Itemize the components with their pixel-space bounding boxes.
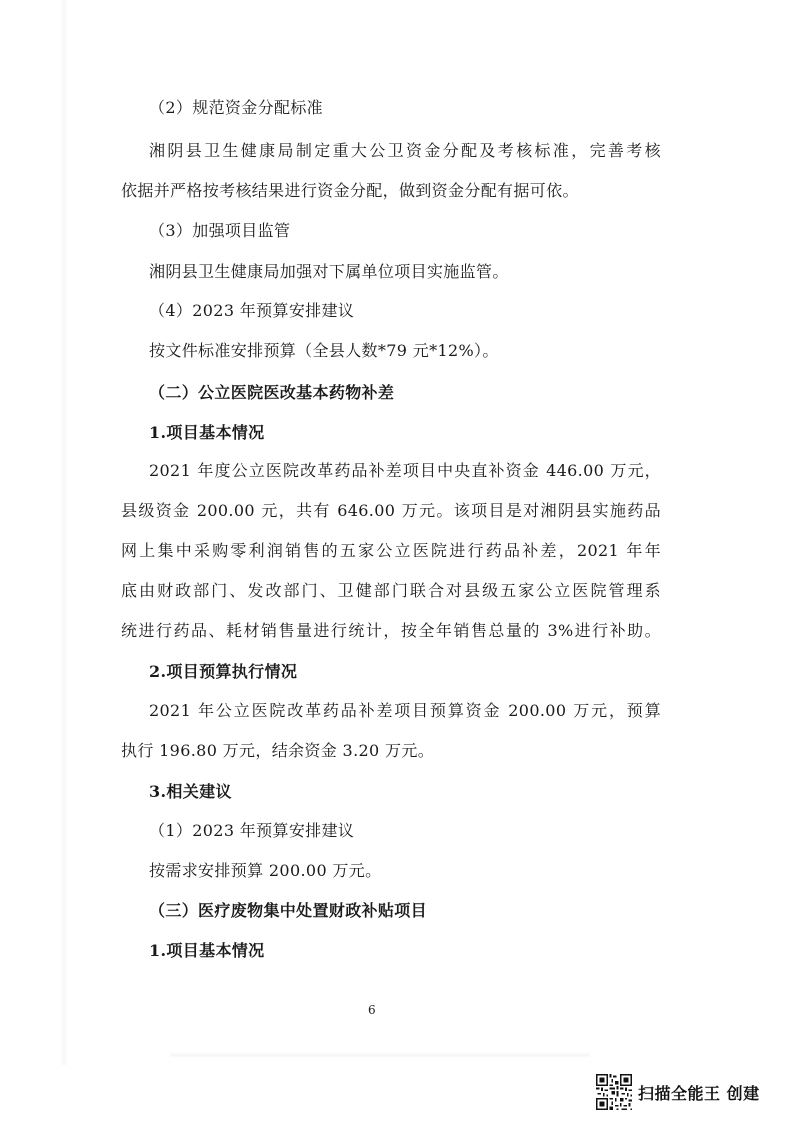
- qr-code-icon: [596, 1074, 632, 1110]
- subsection-heading: 2.项目预算执行情况: [149, 662, 298, 681]
- subsection-heading: 1.项目基本情况: [149, 423, 265, 442]
- paragraph-line: 统进行药品、耗材销售量进行统计，按全年销售总量的 3%进行补助。: [121, 621, 661, 640]
- subsection-heading: 3.相关建议: [149, 782, 232, 801]
- paragraph-line: 2021 年公立医院改革药品补差项目预算资金 200.00 万元，预算: [149, 701, 661, 720]
- section-heading: （三）医疗废物集中处置财政补贴项目: [149, 901, 427, 920]
- scanner-watermark: [596, 1072, 760, 1112]
- section-heading: （二）公立医院医改基本药物补差: [149, 383, 395, 402]
- paragraph-heading: （4）2023 年预算安排建议: [149, 301, 355, 320]
- paragraph-line: 按需求安排预算 200.00 万元。: [149, 861, 382, 880]
- paragraph-line: 2021 年度公立医院改革药品补差项目中央直补资金 446.00 万元，: [149, 461, 661, 480]
- paragraph-heading: （1）2023 年预算安排建议: [149, 821, 355, 840]
- paragraph-line: 县级资金 200.00 元，共有 646.00 万元。该项目是对湘阴县实施药品: [121, 501, 661, 520]
- watermark-text: 扫描全能王 创建: [638, 1083, 760, 1103]
- paragraph-heading: （3）加强项目监管: [149, 221, 291, 240]
- paragraph-line: 湘阴县卫生健康局加强对下属单位项目实施监管。: [149, 262, 509, 281]
- paragraph-heading: （2）规范资金分配标准: [149, 98, 324, 117]
- subsection-heading: 1.项目基本情况: [149, 941, 265, 960]
- paragraph-line: 底由财政部门、发改部门、卫健部门联合对县级五家公立医院管理系: [121, 581, 661, 600]
- paragraph-line: 网上集中采购零利润销售的五家公立医院进行药品补差，2021 年年: [121, 541, 661, 560]
- paragraph-line: 执行 196.80 万元，结余资金 3.20 万元。: [121, 741, 435, 760]
- paragraph-line: 湘阴县卫生健康局制定重大公卫资金分配及考核标准，完善考核: [149, 141, 661, 160]
- paragraph-line: 按文件标准安排预算（全县人数*79 元*12%）。: [149, 341, 499, 360]
- paragraph-line: 依据并严格按考核结果进行资金分配，做到资金分配有据可依。: [121, 181, 579, 200]
- scan-edge-shadow: [60, 0, 68, 1065]
- scan-bottom-shadow: [170, 1052, 590, 1058]
- page-number: 6: [368, 1003, 376, 1017]
